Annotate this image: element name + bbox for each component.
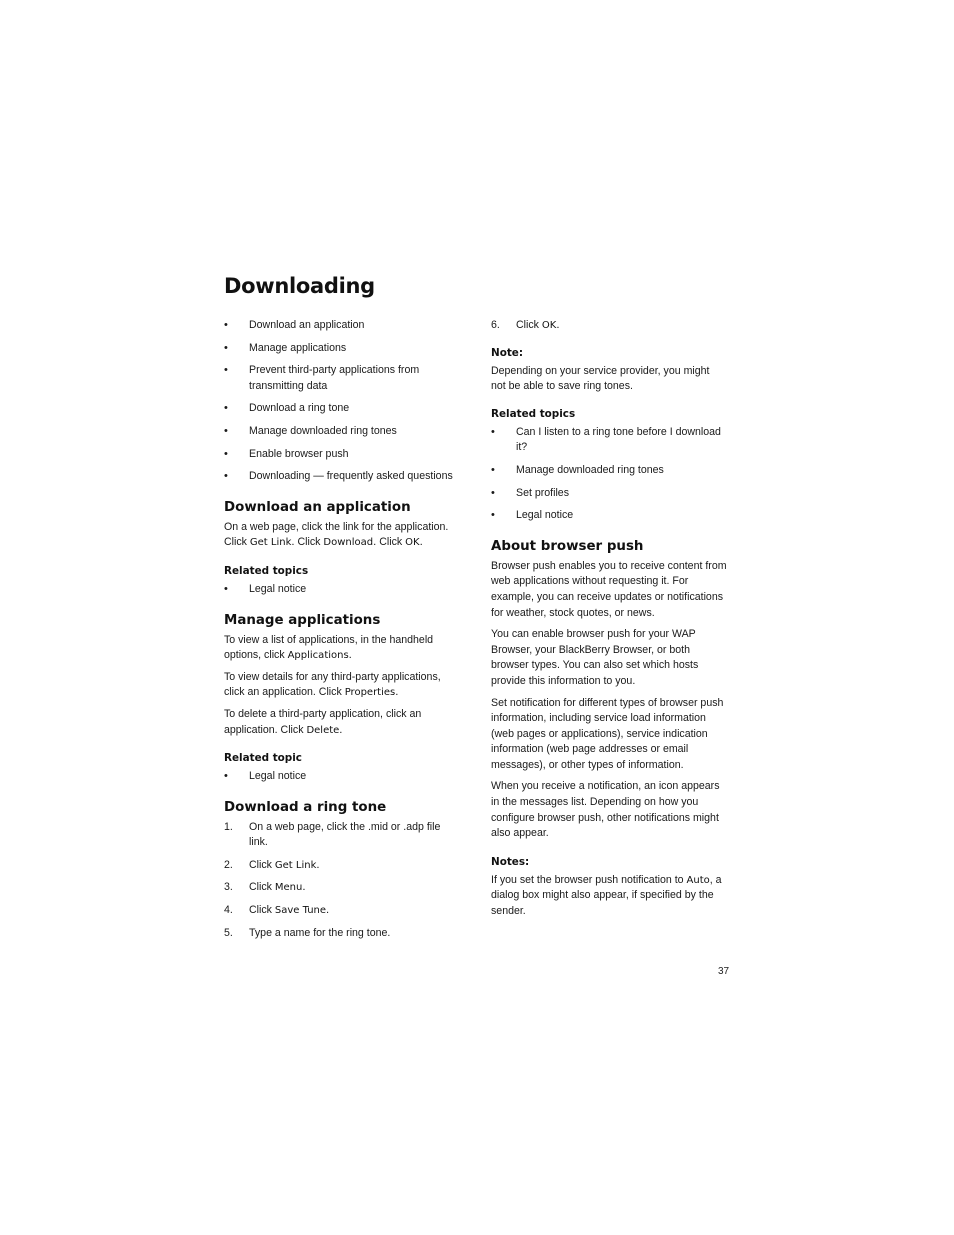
bullet-icon: •	[491, 509, 495, 522]
topic-item[interactable]: • Prevent third-party applications from transmitting data	[224, 364, 420, 392]
topic-item[interactable]: • Download an application	[224, 318, 460, 334]
bullet-icon: •	[224, 582, 228, 595]
note-heading: Note:	[491, 346, 524, 359]
ui-label: Download.	[323, 537, 377, 549]
related-topic-link[interactable]: • Manage downloaded ring tones	[491, 463, 727, 479]
paragraph: You can enable browser push for your WAP Browser, your BlackBerry Browser, or both browser types. You can also set which hosts provide this information to you.	[491, 628, 699, 687]
bullet-icon: •	[224, 402, 228, 415]
section-about-browser-push	[491, 538, 727, 920]
bullet-icon: •	[491, 425, 495, 438]
bullet-icon: •	[224, 470, 228, 483]
related-topic-link[interactable]: • Set profiles	[491, 486, 727, 502]
paragraph: Browser push enables you to receive content from web applications without requesting it. For example, you can receive updates or notifications for weather, stock quotes, or news.	[491, 559, 727, 619]
step-item: 3. Click Menu.	[224, 881, 306, 894]
notes-heading: Notes:	[491, 855, 530, 868]
related-topics-heading: Related topics	[491, 407, 576, 420]
bullet-icon: •	[224, 447, 228, 460]
topic-item[interactable]: • Enable browser push	[224, 447, 460, 463]
paragraph: To delete a third-party application, click an application. Click Delete.	[224, 707, 422, 736]
related-topics-heading: Related topics	[224, 564, 309, 577]
page-number: 37	[718, 966, 730, 977]
bullet-icon: •	[224, 341, 228, 354]
step-item: 5. Type a name for the ring tone.	[224, 926, 391, 939]
steps-list	[224, 820, 460, 942]
left-column	[224, 318, 460, 948]
related-topic-link[interactable]: • Legal notice	[224, 769, 460, 785]
related-topics-list	[224, 769, 460, 785]
section-download-application	[224, 499, 460, 598]
topic-item[interactable]: • Download a ring tone	[224, 401, 460, 417]
page-title: Downloading	[224, 274, 375, 298]
paragraph: To view a list of applications, in the handheld options, click Applications.	[224, 633, 434, 662]
paragraph: On a web page, click the link for the application. Click Get Link. Click Download. Click OK.	[224, 520, 449, 549]
related-topic-link[interactable]: • Legal notice	[491, 508, 727, 524]
related-topic-heading: Related topic	[224, 752, 302, 765]
step-item: 2. Click Get Link.	[224, 858, 320, 871]
topic-item[interactable]: • Manage downloaded ring tones	[224, 424, 460, 440]
bullet-icon: •	[224, 424, 228, 437]
ui-label: Properties.	[344, 687, 399, 699]
section-manage-applications	[224, 612, 460, 785]
steps-list-continued	[491, 318, 727, 334]
paragraph: When you receive a notification, an icon appears in the messages list. Depending on how you configure browser push, other notifications might also appear.	[491, 780, 720, 840]
bullet-icon: •	[491, 463, 495, 476]
related-topic-link[interactable]: • Legal notice	[224, 582, 460, 598]
topic-list	[224, 318, 460, 485]
ui-label: Get Link.	[274, 859, 320, 871]
paragraph: Set notification for different types of browser push information, including service load information (web pages or applications), service indication information (web page addresses or email messages), or other types of information.	[491, 696, 724, 771]
bullet-icon: •	[224, 319, 228, 331]
section-heading: About browser push	[491, 538, 644, 554]
bullet-icon: •	[491, 486, 495, 499]
paragraph: To view details for any third-party applications, click an application. Click Properties.	[224, 670, 441, 699]
topic-item[interactable]: • Downloading — frequently asked questions	[224, 469, 460, 485]
ui-label: OK.	[541, 320, 560, 331]
bullet-icon: •	[224, 364, 228, 377]
step-item: 4. Click Save Tune.	[224, 904, 330, 917]
step-item: 1. On a web page, click the .mid or .adp file link.	[224, 820, 441, 849]
ui-label: Auto	[686, 874, 710, 886]
ui-label: Applications.	[287, 650, 352, 662]
note-text: Depending on your service provider, you might not be able to save ring tones.	[491, 364, 710, 393]
section-heading: Manage applications	[224, 612, 381, 628]
topic-item[interactable]: • Manage applications	[224, 341, 460, 357]
ui-label: Get Link.	[249, 537, 295, 549]
notes-text: If you set the browser push notification to Auto, a dialog box might also appear, if specified by the sender.	[491, 873, 722, 918]
related-topics-list	[491, 425, 727, 524]
ui-label: OK.	[405, 537, 423, 549]
ui-label: Delete.	[306, 724, 343, 736]
ui-label: Save Tune.	[274, 905, 330, 917]
section-heading: Download an application	[224, 499, 411, 515]
step-item: 6. Click OK.	[491, 319, 560, 331]
right-column	[491, 318, 727, 926]
bullet-icon: •	[224, 770, 228, 783]
section-heading: Download a ring tone	[224, 799, 387, 815]
related-topics-list	[224, 582, 460, 598]
ui-label: Menu.	[274, 882, 306, 894]
related-topic-link[interactable]: • Can I listen to a ring tone before I download it?	[491, 425, 721, 454]
section-download-ring-tone	[224, 799, 460, 942]
